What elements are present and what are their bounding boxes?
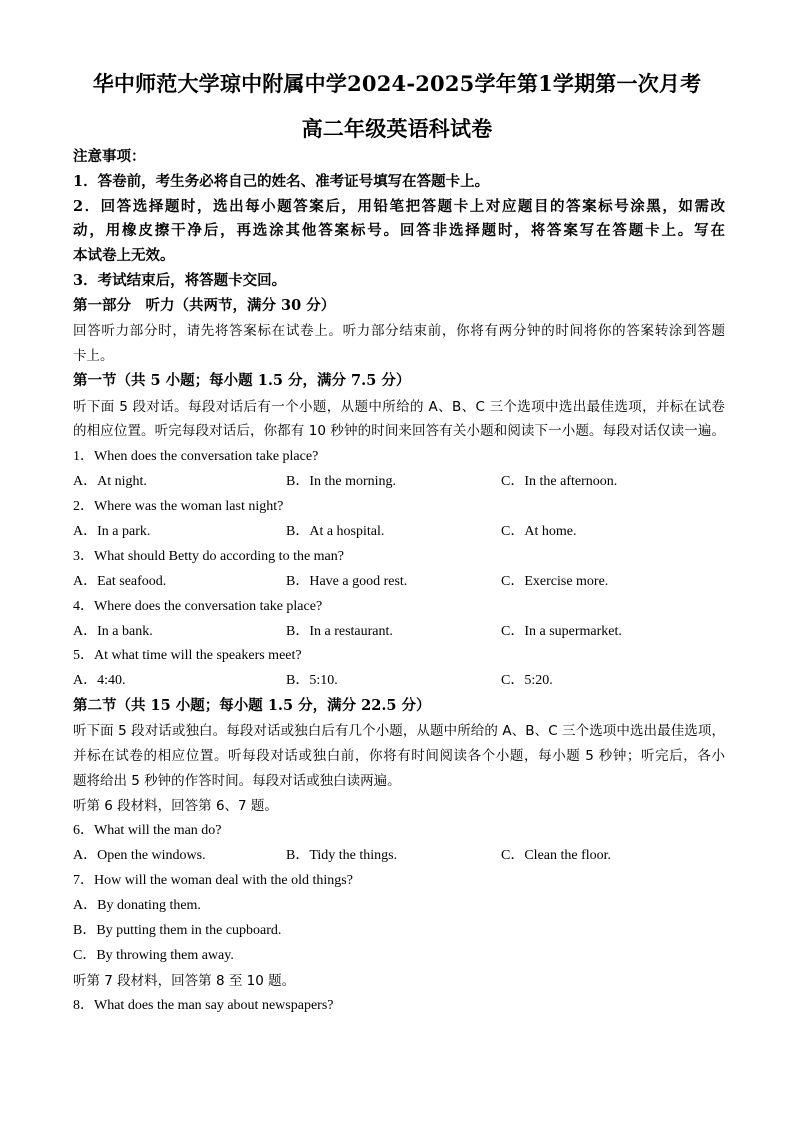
option-6c: C．Clean the floor. xyxy=(501,848,612,863)
notice-item-2-line-3: 本试卷上无效。 xyxy=(73,247,175,264)
material-7-instruction: 听第 7 段材料，回答第 8 至 10 题。 xyxy=(73,973,296,989)
section1-intro-line-2: 的相应位置。听完每段对话后，你都有 10 秒钟的时间来回答有关小题和阅读下一小题。每段对话仅读一遍。 xyxy=(73,423,725,439)
option-6a: A．Open the windows. xyxy=(73,848,206,863)
notice-item-2-line-2: 动，用橡皮擦干净后，再选涂其他答案标号。回答非选择题时，将答案写在答题卡上。写在 xyxy=(73,222,725,239)
option-4a: A．In a bank. xyxy=(73,624,153,639)
section1-intro-line-1: 听下面 5 段对话。每段对话后有一个小题，从题中所给的 A、B、C 三个选项中选出最佳选项，并标在试卷 xyxy=(73,399,725,415)
exam-title: 华中师范大学琼中附属中学2024-2025学年第1学期第一次月考 xyxy=(92,71,702,96)
question-4: 4．Where does the conversation take place? xyxy=(73,599,323,614)
question-1: 1．When does the conversation take place? xyxy=(73,449,319,464)
option-7c: C．By throwing them away. xyxy=(73,948,234,963)
option-2a: A．In a park. xyxy=(73,524,151,539)
notice-item-2-line-1: 2．回答选择题时，选出每小题答案后，用铅笔把答题卡上对应题目的答案标号涂黑，如需改 xyxy=(73,198,725,215)
option-5a: A．4:40. xyxy=(73,673,126,688)
question-2: 2．Where was the woman last night? xyxy=(73,499,284,514)
section2-intro-line-1: 听下面 5 段对话或独白。每段对话或独白后有几个小题，从题中所给的 A、B、C 三个选项中选出最佳选项， xyxy=(73,723,725,739)
section2-intro-line-2: 并标在试卷的相应位置。听每段对话或独白前，你将有时间阅读各个小题，每小题 5 秒钟；听完后，各小 xyxy=(73,748,725,764)
option-3b: B．Have a good rest. xyxy=(286,574,408,589)
notice-heading: 注意事项： xyxy=(73,148,146,165)
option-1b: B．In the morning. xyxy=(286,474,397,489)
option-1a: A．At night. xyxy=(73,474,147,489)
option-4b: B．In a restaurant. xyxy=(286,624,393,639)
part1-intro-line-1: 回答听力部分时，请先将答案标在试卷上。听力部分结束前，你将有两分钟的时间将你的答案转涂到答题 xyxy=(73,323,725,339)
option-7b: B．By putting them in the cupboard. xyxy=(73,923,282,938)
option-2b: B．At a hospital. xyxy=(286,524,385,539)
section2-heading: 第二节（共 15 小题；每小题 1.5 分，满分 22.5 分） xyxy=(73,697,431,714)
notice-item-3: 3．考试结束后，将答题卡交回。 xyxy=(73,272,287,289)
part1-intro-line-2: 卡上。 xyxy=(73,348,114,364)
notice-item-1: 1．答卷前，考生务必将自己的姓名、准考证号填写在答题卡上。 xyxy=(73,173,490,190)
option-7a: A．By donating them. xyxy=(73,898,201,913)
question-3: 3．What should Betty do according to the man? xyxy=(73,549,344,564)
part1-heading: 第一部分 听力（共两节，满分 30 分） xyxy=(73,297,336,314)
option-6b: B．Tidy the things. xyxy=(286,848,398,863)
option-3a: A．Eat seafood. xyxy=(73,574,167,589)
option-5b: B．5:10. xyxy=(286,673,338,688)
option-3c: C．Exercise more. xyxy=(501,574,609,589)
material-6-instruction: 听第 6 段材料，回答第 6、7 题。 xyxy=(73,798,278,814)
question-6: 6．What will the man do? xyxy=(73,823,222,838)
section2-intro-line-3: 题将给出 5 秒钟的作答时间。每段对话或独白读两遍。 xyxy=(73,773,401,789)
section1-heading: 第一节（共 5 小题；每小题 1.5 分，满分 7.5 分） xyxy=(73,372,411,389)
question-5: 5．At what time will the speakers meet? xyxy=(73,648,302,663)
question-7: 7．How will the woman deal with the old things? xyxy=(73,873,353,888)
option-5c: C．5:20. xyxy=(501,673,553,688)
option-1c: C．In the afternoon. xyxy=(501,474,618,489)
option-4c: C．In a supermarket. xyxy=(501,624,622,639)
exam-subtitle: 高二年级英语科试卷 xyxy=(301,116,493,141)
option-2c: C．At home. xyxy=(501,524,577,539)
question-8: 8．What does the man say about newspapers? xyxy=(73,998,334,1013)
